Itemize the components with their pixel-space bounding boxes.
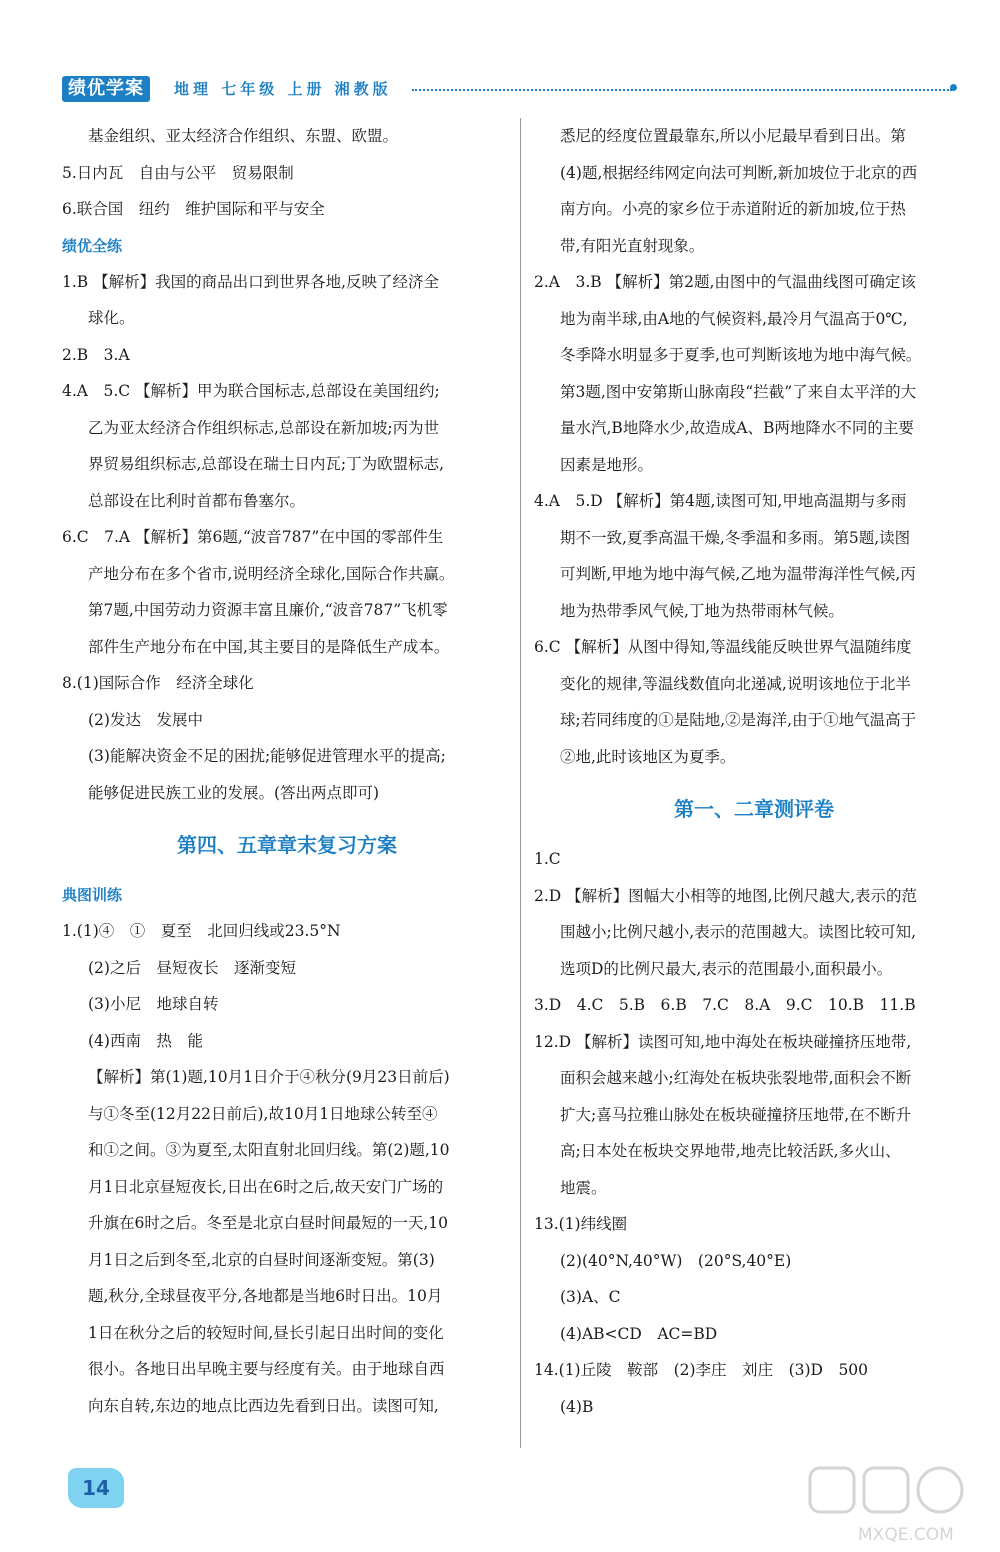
text-line: 球;若同纬度的①是陆地,②是海洋,由于①地气温高于 [560,711,917,729]
text-line: 地震。 [560,1178,607,1197]
text-line: 【解析】第(1)题,10月1日介于④秋分(9月23日前后) [88,1068,450,1086]
text-line: (2)发达 发展中 [88,710,203,729]
text-line: 题,秋分,全球昼夜平分,各地都是当地6时日出。10月 [88,1287,443,1305]
text-line: 地为南半球,由A地的气候资料,最冷月气温高于0℃, [560,309,908,328]
text-line: 2.B 3.A [62,345,130,364]
watermark-logo [740,1462,990,1548]
chapter-title: 第四、五章章末复习方案 [177,833,397,857]
text-line: 期不一致,夏季高温干燥,冬季温和多雨。第5题,读图 [560,528,911,547]
text-line: 月1日北京昼短夜长,日出在6时之后,故天安门广场的 [88,1177,444,1196]
section-heading: 典图训练 [62,886,123,904]
watermark-shape [864,1468,908,1512]
section-heading: 绩优全练 [62,236,123,255]
text-line: 1.C [534,850,561,868]
text-line: 扩大;喜马拉雅山脉处在板块碰撞挤压地带,在不断升 [560,1105,912,1124]
page-number: 14 [68,1468,124,1508]
text-line: 向东自转,东边的地点比西边先看到日出。读图可知, [88,1396,439,1415]
text-line: 12.D 【解析】读图可知,地中海处在板块碰撞挤压地带, [534,1032,912,1051]
subject-label: 地理 七年级 上册 湘教版 [174,80,392,98]
text-line: 2.D 【解析】图幅大小相等的地图,比例尺越大,表示的范 [534,886,917,905]
header-rule-end-dot [950,84,957,91]
text-line: (4)B [560,1397,594,1416]
text-line: 13.(1)纬线圈 [534,1215,628,1233]
text-line: 14.(1)丘陵 鞍部 (2)李庄 刘庄 (3)D 500 [534,1361,869,1379]
text-line: 6.C 7.A 【解析】第6题,“波音787”在中国的零部件生 [62,528,444,546]
text-line: 很小。各地日出早晚主要与经度有关。由于地球自西 [88,1360,445,1378]
text-line: 界贸易组织标志,总部设在瑞士日内瓦;丁为欧盟标志, [88,455,445,473]
text-line: 总部设在比利时首都布鲁塞尔。 [88,491,306,510]
text-line: 升旗在6时之后。冬至是北京白昼时间最短的一天,10 [88,1214,449,1232]
text-line: (2)(40°N,40°W) (20°S,40°E) [560,1251,792,1270]
text-line: 基金组织、亚太经济合作组织、东盟、欧盟。 [88,127,399,145]
text-line: (4)题,根据经纬网定向法可判断,新加坡位于北京的西 [560,163,918,182]
text-line: 第7题,中国劳动力资源丰富且廉价,“波音787”飞机零 [88,601,448,619]
text-line: 与①冬至(12月22日前后),故10月1日地球公转至④ [88,1104,438,1123]
text-line: 能够促进民族工业的发展。(答出两点即可) [88,783,380,802]
text-line: 乙为亚太经济合作组织标志,总部设在新加坡;丙为世 [88,418,440,437]
text-line: 变化的规律,等温线数值向北递减,说明该地位于北半 [560,674,911,693]
text-line: 产地分布在多个省市,说明经济全球化,国际合作共赢。 [88,564,455,583]
brand-logo: 绩优学案 [62,76,150,102]
text-line: 因素是地形。 [560,455,654,474]
text-line: 带,有阳光直射现象。 [560,236,705,255]
text-line: 和①之间。③为夏至,太阳直射北回归线。第(2)题,10 [88,1141,450,1159]
text-line: (3)能解决资金不足的困扰;能够促进管理水平的提高; [88,747,446,765]
chapter-title: 第一、二章测评卷 [674,797,834,821]
text-line: 6.联合国 纽约 维护国际和平与安全 [62,200,325,218]
text-line: 4.A 5.D 【解析】第4题,读图可知,甲地高温期与多雨 [534,492,907,510]
text-line: 球化。 [88,309,135,327]
text-line: 第3题,图中安第斯山脉南段“拦截”了来自太平洋的大 [560,382,917,401]
text-line: 6.C 【解析】从图中得知,等温线能反映世界气温随纬度 [534,638,912,656]
watermark-shape [918,1468,962,1512]
text-line: (3)小尼 地球自转 [88,995,219,1013]
text-line: 3.D 4.C 5.B 6.B 7.C 8.A 9.C 10.B 11.B [534,996,916,1014]
right-column [534,118,974,1425]
text-line: 4.A 5.C 【解析】甲为联合国标志,总部设在美国纽约; [62,382,440,400]
text-line: 选项D的比例尺最大,表示的范围最小,面积最小。 [560,959,893,978]
header-dotted-rule [412,89,952,91]
left-column [62,118,512,1424]
text-line: 1日在秋分之后的较短时间,昼长引起日出时间的变化 [88,1323,444,1342]
text-line: 地为热带季风气候,丁地为热带雨林气候。 [560,601,844,620]
text-line: 部件生产地分布在中国,其主要目的是降低生产成本。 [88,637,450,656]
text-line: 量水汽,B地降水少,故造成A、B两地降水不同的主要 [560,419,914,437]
text-line: 冬季降水明显多于夏季,也可判断该地为地中海气候。 [560,346,922,364]
text-line: ②地,此时该地区为夏季。 [560,747,736,766]
text-line: 高;日本处在板块交界地带,地壳比较活跃,多火山、 [560,1142,901,1160]
text-line: 1.(1)④ ① 夏至 北回归线或23.5°N [62,922,341,940]
text-line: 可判断,甲地为地中海气候,乙地为温带海洋性气候,丙 [560,565,916,583]
text-line: 月1日之后到冬至,北京的白昼时间逐渐变短。第(3) [88,1250,435,1269]
text-line: 悉尼的经度位置最靠东,所以小尼最早看到日出。第 [560,127,906,145]
text-line: (3)A、C [560,1288,621,1306]
page-header [62,76,962,104]
text-line: 面积会越来越小;红海处在板块张裂地带,面积会不断 [560,1069,912,1087]
text-line: 5.日内瓦 自由与公平 贸易限制 [62,163,294,182]
watermark-shape [810,1468,854,1512]
text-line: 8.(1)国际合作 经济全球化 [62,674,254,692]
watermark-text: MXQE.COM [858,1525,954,1545]
text-line: (4)AB<CD AC=BD [560,1324,718,1343]
text-line: (2)之后 昼短夜长 逐渐变短 [88,958,296,977]
text-line: 围越小;比例尺越小,表示的范围越大。读图比较可知, [560,923,917,941]
text-line: 2.A 3.B 【解析】第2题,由图中的气温曲线图可确定该 [534,273,916,291]
text-line: (4)西南 热 能 [88,1031,203,1050]
column-divider [520,118,521,1448]
text-line: 南方向。小亮的家乡位于赤道附近的新加坡,位于热 [560,200,906,218]
text-line: 1.B 【解析】我国的商品出口到世界各地,反映了经济全 [62,272,440,291]
